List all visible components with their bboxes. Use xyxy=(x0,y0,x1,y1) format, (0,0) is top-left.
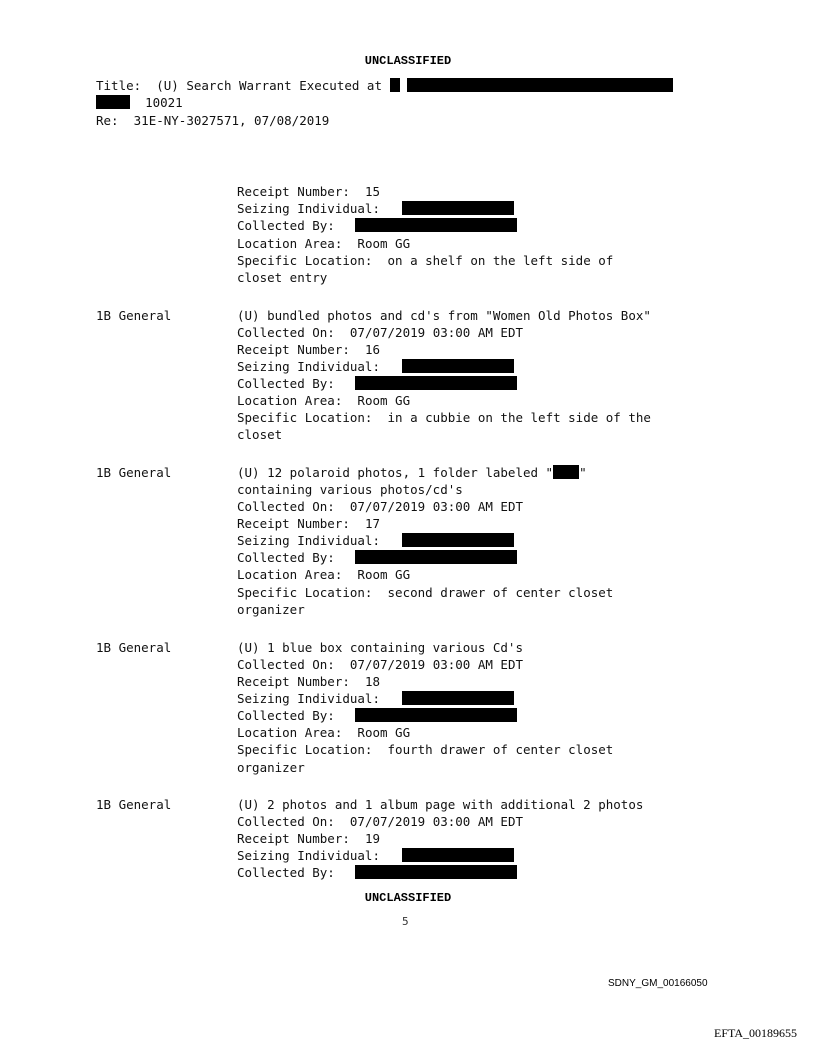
seizing-individual: Seizing Individual: xyxy=(237,200,514,217)
seizing-individual: Seizing Individual: xyxy=(237,690,514,707)
classification-banner-bottom: UNCLASSIFIED xyxy=(364,891,452,905)
receipt-number: Receipt Number: 18 xyxy=(237,674,381,689)
title-line-2 xyxy=(96,94,183,111)
title-label: Title: xyxy=(96,78,142,93)
collected-by: Collected By: xyxy=(237,549,517,566)
redaction xyxy=(402,848,514,862)
redaction xyxy=(390,78,400,92)
efta-number: EFTA_00189655 xyxy=(714,1026,798,1040)
specific-location: Specific Location: in a cubbie on the left side of the xyxy=(237,410,651,425)
re-text: 31E-NY-3027571, 07/08/2019 xyxy=(133,113,330,128)
collected-on: Collected On: 07/07/2019 03:00 AM EDT xyxy=(237,657,523,672)
location-area: Location Area: Room GG xyxy=(237,393,411,408)
re-line xyxy=(96,112,329,129)
item-description-cont: containing various photos/cd's xyxy=(237,482,463,497)
redaction xyxy=(407,78,673,92)
receipt-number: Receipt Number: 17 xyxy=(237,516,381,531)
redaction xyxy=(96,95,130,109)
item-description: (U) 1 blue box containing various Cd's xyxy=(237,640,523,655)
seizing-individual: Seizing Individual: xyxy=(237,847,514,864)
redaction xyxy=(402,533,514,547)
item-description: (U) bundled photos and cd's from "Women Old Photos Box" xyxy=(237,308,651,323)
redaction xyxy=(402,691,514,705)
location-area: Location Area: Room GG xyxy=(237,725,411,740)
specific-location: Specific Location: on a shelf on the left side of xyxy=(237,253,614,268)
collected-by: Collected By: xyxy=(237,217,517,234)
collected-on: Collected On: 07/07/2019 03:00 AM EDT xyxy=(237,325,523,340)
specific-location: Specific Location: fourth drawer of center closet xyxy=(237,742,614,757)
receipt-number: Receipt Number: 16 xyxy=(237,342,381,357)
collected-by: Collected By: xyxy=(237,375,517,392)
page-number: 5 xyxy=(402,915,409,928)
item-description: (U) 12 polaroid photos, 1 folder labeled " " xyxy=(237,465,587,480)
redaction xyxy=(553,465,579,479)
classification-banner-top: UNCLASSIFIED xyxy=(364,54,452,68)
collected-on: Collected On: 07/07/2019 03:00 AM EDT xyxy=(237,814,523,829)
zip-code: 10021 xyxy=(145,95,183,110)
re-label: Re: xyxy=(96,113,119,128)
collected-on: Collected On: 07/07/2019 03:00 AM EDT xyxy=(237,499,523,514)
receipt-number: Receipt Number: 19 xyxy=(237,831,381,846)
item-category: 1B General xyxy=(96,308,172,323)
redaction xyxy=(355,865,517,879)
redaction xyxy=(355,376,517,390)
bates-number: SDNY_GM_00166050 xyxy=(608,978,708,989)
location-area: Location Area: Room GG xyxy=(237,236,411,251)
specific-location-cont: organizer xyxy=(237,602,305,617)
collected-by: Collected By: xyxy=(237,707,517,724)
item-category: 1B General xyxy=(96,797,172,812)
redaction xyxy=(355,550,517,564)
item-category: 1B General xyxy=(96,465,172,480)
title-text: (U) Search Warrant Executed at xyxy=(156,78,382,93)
receipt-number: Receipt Number: 15 xyxy=(237,184,381,199)
specific-location: Specific Location: second drawer of center closet xyxy=(237,585,614,600)
redaction xyxy=(355,218,517,232)
specific-location-cont: closet xyxy=(237,427,283,442)
specific-location-cont: organizer xyxy=(237,760,305,775)
item-category: 1B General xyxy=(96,640,172,655)
location-area: Location Area: Room GG xyxy=(237,567,411,582)
item-description: (U) 2 photos and 1 album page with additional 2 photos xyxy=(237,797,644,812)
collected-by: Collected By: xyxy=(237,864,517,881)
redaction xyxy=(355,708,517,722)
title-line xyxy=(96,77,673,94)
redaction xyxy=(402,201,514,215)
seizing-individual: Seizing Individual: xyxy=(237,532,514,549)
redaction xyxy=(402,359,514,373)
seizing-individual: Seizing Individual: xyxy=(237,358,514,375)
specific-location-cont: closet entry xyxy=(237,270,328,285)
